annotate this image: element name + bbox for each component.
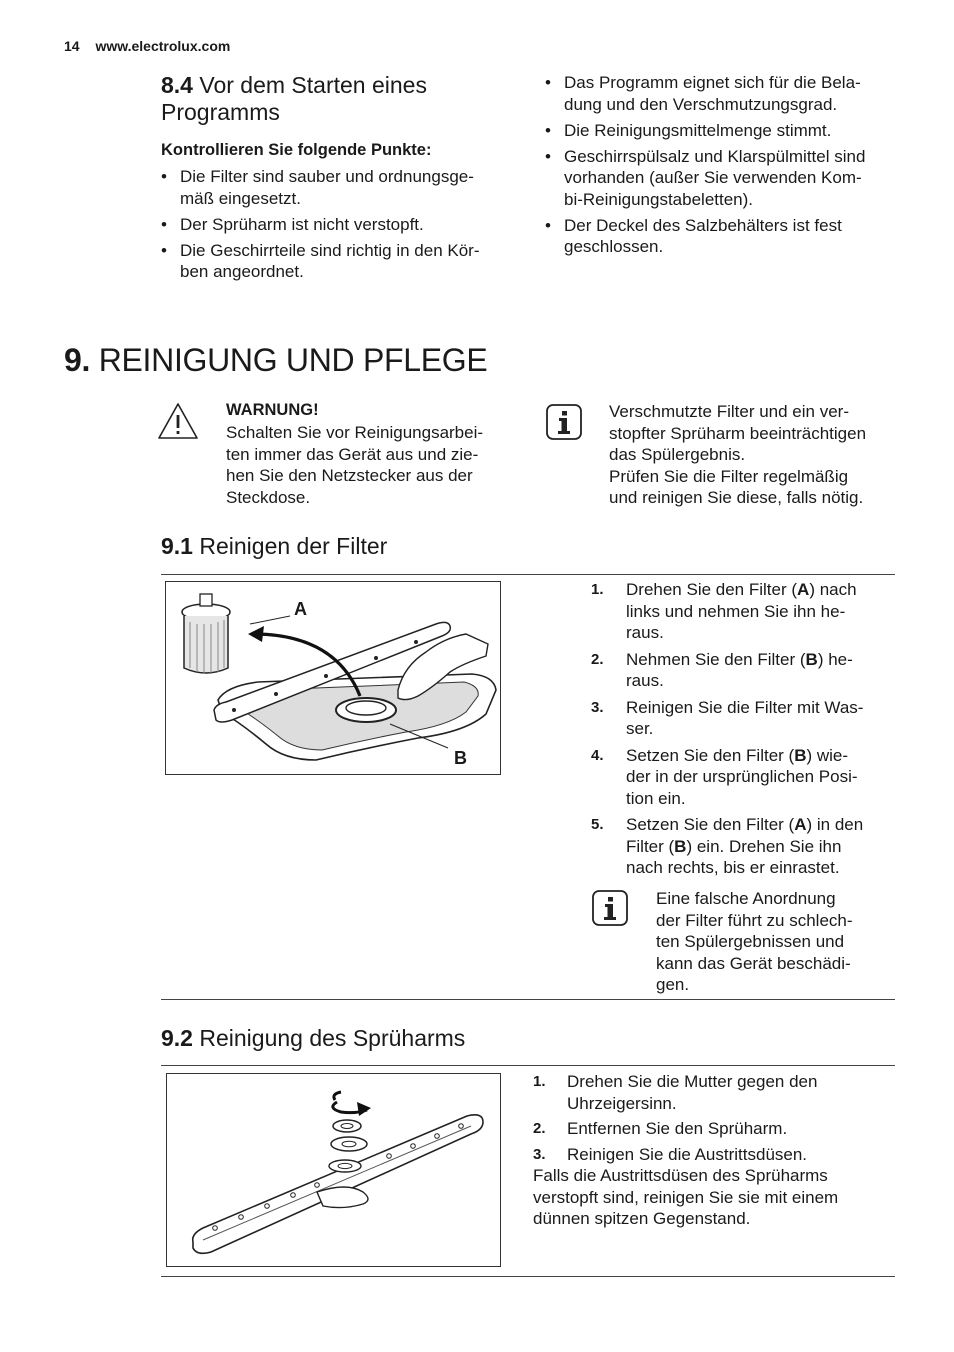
section-number: 9.2: [161, 1025, 193, 1051]
step-item: [533, 1118, 893, 1140]
filter-note: Eine falsche Anordnung der Filter führt zu schlech- ten Spülergebnissen und kann das Gerät beschädi- gen.: [656, 889, 853, 994]
list-item: • Geschirrspülsalz und Klarspülmittel sind vorhanden (außer Sie verwenden Kom- bi-Reinigungstabeletten).: [545, 146, 905, 211]
section-title-line2: Programms: [161, 99, 280, 125]
divider: [161, 574, 895, 575]
warning-triangle-icon: [157, 402, 199, 440]
step-text: Reinigen Sie die Austrittsdüsen.: [567, 1144, 808, 1164]
list-item: • Die Geschirrteile sind richtig in den Kör- ben angeordnet.: [161, 240, 521, 283]
section-number: 8.4: [161, 72, 193, 98]
section-title: Reinigen der Filter: [199, 533, 388, 559]
step-text: Entfernen Sie den Sprüharm.: [567, 1119, 788, 1138]
checklist-left: [161, 166, 521, 287]
list-item: • Der Deckel des Salzbehälters ist fest geschlossen.: [545, 215, 905, 258]
step-number: 1.: [591, 581, 604, 598]
step-item: 3. Reinigen Sie die Filter mit Was- ser.: [591, 697, 864, 738]
chapter-heading: [64, 342, 487, 379]
step-number: 5.: [591, 816, 604, 833]
list-item: • Die Filter sind sauber und ordnungsge- mäß eingesetzt.: [161, 166, 521, 209]
step-number: 2.: [591, 650, 604, 668]
filter-illustration: [165, 581, 501, 775]
step-number: 4.: [591, 746, 604, 764]
step-number: 1.: [533, 1073, 546, 1090]
warning-text: Schalten Sie vor Reinigungsarbei- ten immer das Gerät aus und zie- hen Sie den Netzstecker aus der Steckdose.: [226, 423, 484, 507]
spray-arm-note: Falls die Austrittsdüsen des Sprüharms verstopft sind, reinigen Sie sie mit einem dünnen spitzen Gegenstand.: [533, 1166, 839, 1228]
info-icon: [592, 890, 628, 926]
page-header: [64, 38, 230, 54]
section-8-4-heading: [161, 72, 521, 126]
chapter-number: 9.: [64, 342, 91, 378]
step-item: 2. Nehmen Sie den Filter (B) he- raus.: [591, 649, 853, 690]
info-text: Verschmutzte Filter und ein ver- stopfter Sprüharm beeinträchtigen das Spülergebnis. Prüfen Sie die Filter regelmäßig und reinigen Sie diese, falls nötig.: [609, 402, 867, 507]
step-text: Drehen Sie die Mutter gegen den Uhrzeigersinn.: [567, 1072, 818, 1113]
warning-title: WARNUNG!: [226, 401, 319, 419]
label-b: B: [454, 748, 467, 768]
filter-steps: [591, 579, 891, 884]
step-item: 5. Setzen Sie den Filter (A) in den Filter (B) ein. Drehen Sie ihn nach rechts, bis er einrastet.: [591, 815, 864, 877]
step-number: 3.: [591, 698, 604, 716]
step-item: 1. Drehen Sie den Filter (A) nach links und nehmen Sie ihn he- raus.: [591, 580, 857, 642]
page-number: 14: [64, 38, 80, 54]
step-number: 2.: [533, 1120, 546, 1137]
divider: [161, 1065, 895, 1066]
chapter-title: REINIGUNG UND PFLEGE: [98, 342, 488, 378]
list-item: • Das Programm eignet sich für die Bela- dung und den Verschmutzungsgrad.: [545, 72, 905, 115]
section-number: 9.1: [161, 533, 193, 559]
step-item: [533, 1071, 893, 1114]
section-title-line1: Vor dem Starten eines: [199, 72, 427, 98]
label-a: A: [294, 599, 307, 619]
spray-arm-steps: [533, 1071, 893, 1169]
checklist-right: [545, 72, 905, 262]
checklist-subheading: Kontrollieren Sie folgende Punkte:: [161, 141, 432, 159]
section-9-1-heading: [161, 533, 387, 560]
list-item: • Die Reinigungsmittelmenge stimmt.: [545, 120, 905, 142]
spray-arm-illustration: [166, 1073, 501, 1267]
step-item: 4. Setzen Sie den Filter (B) wie- der in der ursprünglichen Posi- tion ein.: [591, 745, 858, 808]
divider: [161, 999, 895, 1000]
step-item: [533, 1144, 893, 1166]
info-icon: [546, 404, 582, 440]
section-title: Reinigung des Sprüharms: [199, 1025, 466, 1051]
divider: [161, 1276, 895, 1277]
website-link[interactable]: www.electrolux.com: [95, 38, 231, 54]
list-item: • Der Sprüharm ist nicht verstopft.: [161, 214, 521, 236]
section-9-2-heading: [161, 1025, 465, 1052]
step-number: 3.: [533, 1145, 546, 1163]
